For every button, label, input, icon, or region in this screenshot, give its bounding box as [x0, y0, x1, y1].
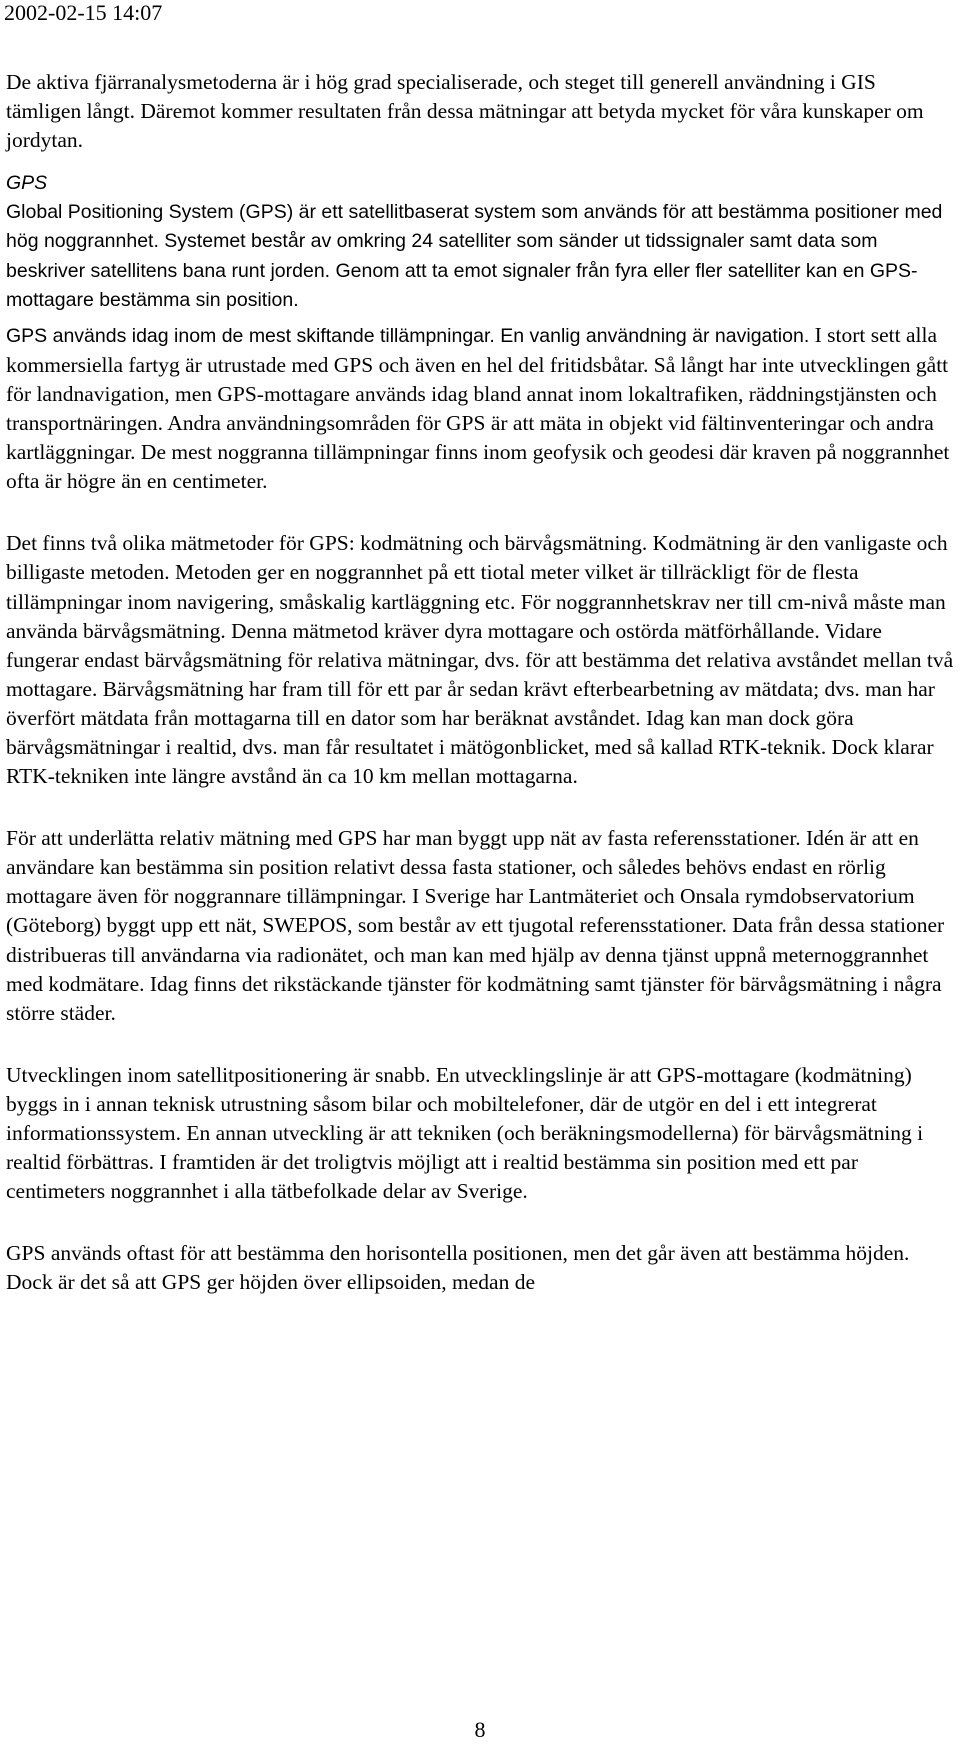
paragraph-height: GPS används oftast för att bestämma den horisontella positionen, men det går även att bestämma höjden. Dock är det så att GPS ger höjden över ellipsoiden, medan de: [6, 1241, 910, 1295]
paragraph-measurement-methods: Det finns två olika mätmetoder för GPS: kodmätning och bärvågsmätning. Kodmätning är den vanligaste och billigaste metoden. Metoden ger en noggrannhet på ett tiotal meter vilket är tillräckligt för de flesta tillämpningar inom navigering, småskalig kartläggning etc. För noggrannhetskrav ner till cm-nivå måste man använda bärvågsmätning. Denna mätmetod kräver dyra mottagare och ostörda mätförhållande. Vidare fungerar endast bärvågsmätning för relativa mätningar, dvs. för att bestämma det relativa avståndet mellan två mottagare. Bärvågsmätning har fram till för ett par år sedan krävt efterbearbetning av mätdata; dvs. man har överfört mätdata från mottagarna till en dator som har beräknat avståndet. Idag kan man dock göra bärvågsmätningar i realtid, dvs. man får resultatet i mätögonblicket, med så kallad RTK-teknik. Dock klarar RTK-tekniken inte längre avstånd än ca 10 km mellan mottagarna.: [6, 531, 954, 789]
paragraph-gps-intro: Global Positioning System (GPS) är ett satellitbaserat system som används för att bestämma positioner med hög noggrannhet. Systemet består av omkring 24 satelliter som sänder ut tidssignaler samt data som beskriver satellitens bana runt jorden. Genom att ta emot signaler från fyra eller fler satelliter kan en GPS-mottagare bestämma sin position.: [6, 201, 943, 311]
print-timestamp: 2002-02-15 14:07: [4, 0, 163, 25]
paragraph-intro: De aktiva fjärranalysmetoderna är i hög grad specialiserade, och steget till generell användning i GIS tämligen långt. Däremot kommer resultaten från dessa mätningar att betyda mycket för våra kunskaper om jordytan.: [6, 70, 924, 153]
paragraph-gps-applications: [6, 321, 956, 497]
paragraph-reference-stations: För att underlätta relativ mätning med GPS har man byggt upp nät av fasta referensstationer. Idén är att en användare kan bestämma sin position relativt dessa fasta stationer, och således behövs endast en rörlig mottagare även för noggrannare tillämpningar. I Sverige har Lantmäteriet och Onsala rymdobservatorium (Göteborg) byggt upp ett nät, SWEPOS, som består av ett tjugotal referensstationer. Data från dessa stationer distribueras till användarna via radionätet, och man kan med hjälp av denna tjänst uppnå meternoggrannhet med kodmätare. Idag finns det rikstäckande tjänster för kodmätning samt tjänster för bärvågsmätning i några större städer.: [6, 826, 945, 1025]
paragraph-development: Utvecklingen inom satellitpositionering är snabb. En utvecklingslinje är att GPS-mottagare (kodmätning) byggs in i annan teknisk utrustning såsom bilar och mobiltelefoner, där de utgör en del i ett integrerat informationssystem. En annan utveckling är att tekniken (och beräkningsmodellerna) för bärvågsmätning i realtid förbättras. I framtiden är det troligtvis möjligt att i realtid bestämma sin position med ett par centimeters noggrannhet i alla tätbefolkade delar av Sverige.: [6, 1062, 924, 1204]
paragraph-gps-applications-serif: I stort sett alla kommersiella fartyg är utrustade med GPS och även en hel del fritidsbåtar. Så långt har inte utvecklingen gått för landnavigation, men GPS-mottagare används idag bland annat inom lokaltrafiken, räddningstjänsten och transportnäringen. Andra användningsområden för GPS är att mäta in objekt vid fältinventeringar och andra kartläggningar. De mest noggranna tillämpningar finns inom geofysik och geodesi där kraven på noggrannhet ofta är högre än en centimeter.: [6, 322, 950, 494]
page-number: 8: [474, 1717, 486, 1742]
paragraph-gps-applications-sans: GPS används idag inom de mest skiftande tillämpningar. En vanlig användning är navigation.: [6, 324, 810, 347]
document-body: [6, 68, 956, 1297]
section-heading-gps: GPS: [6, 172, 48, 195]
